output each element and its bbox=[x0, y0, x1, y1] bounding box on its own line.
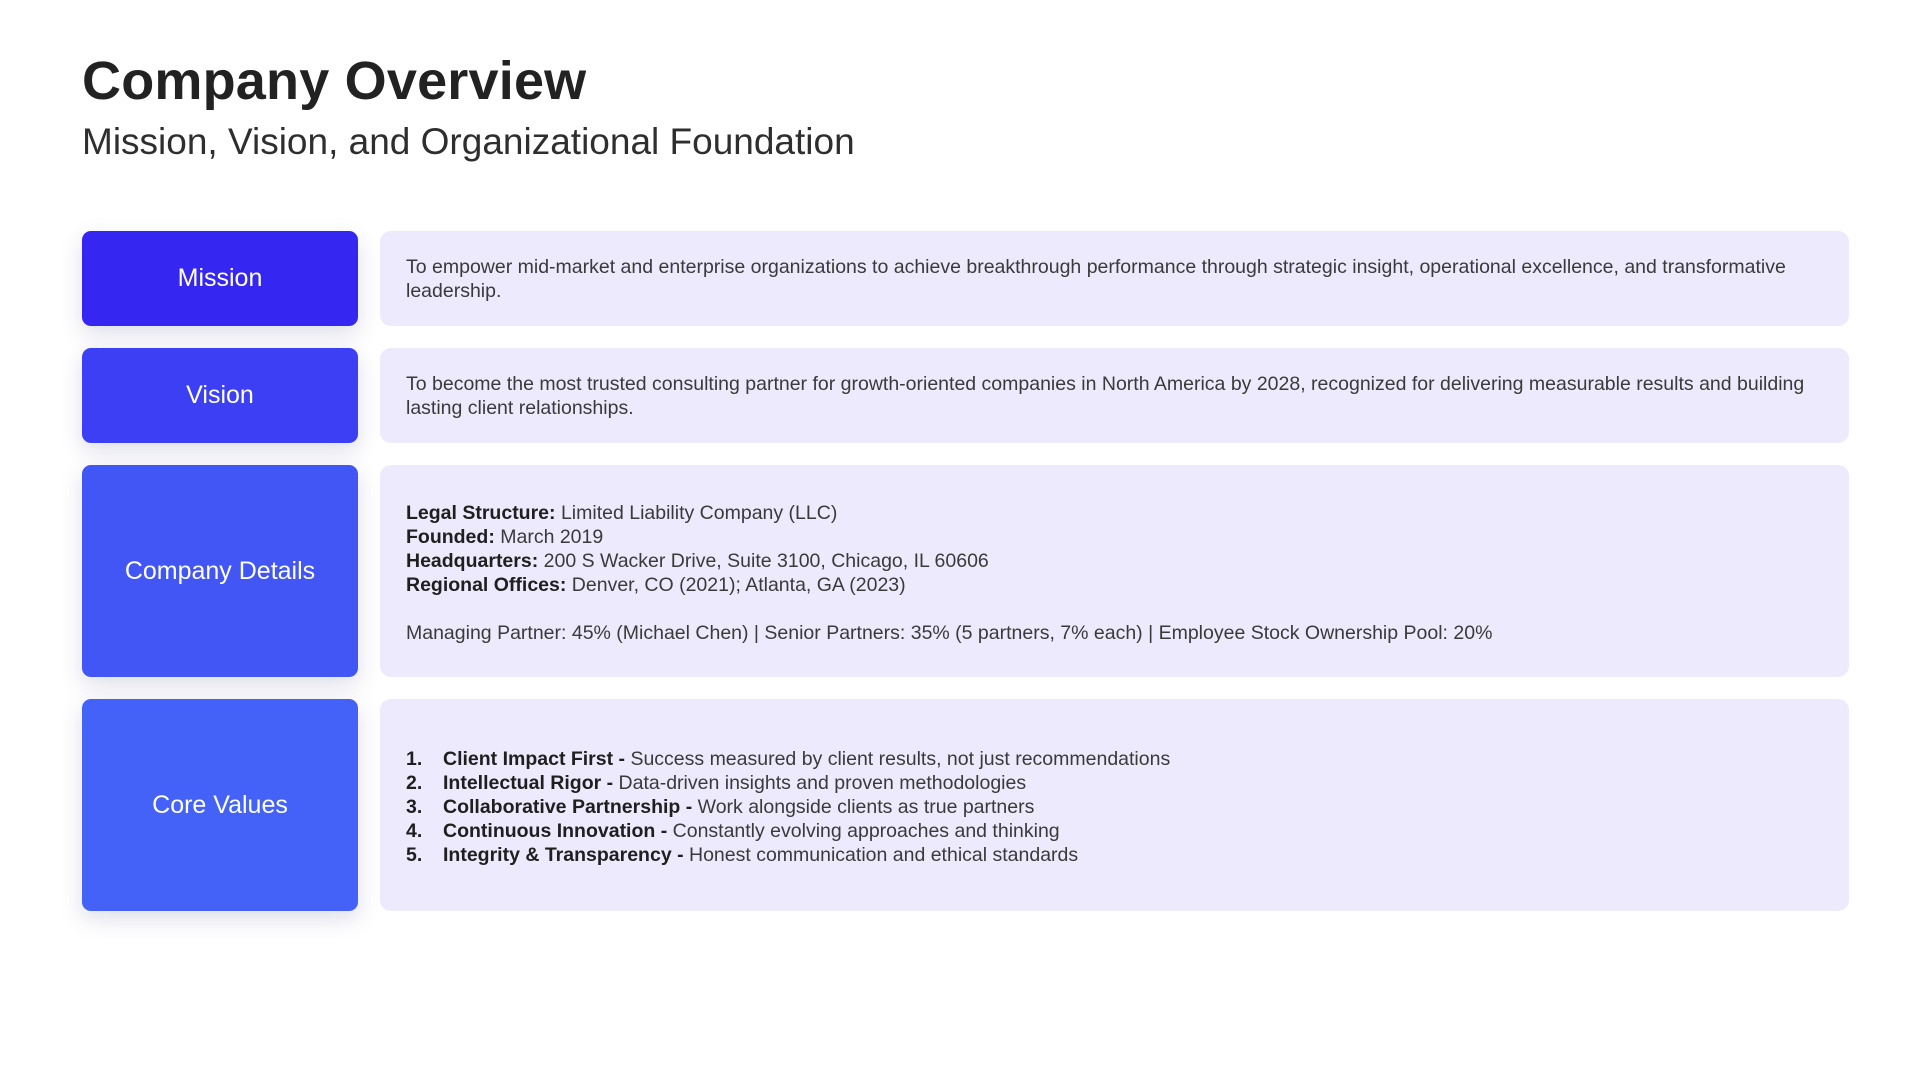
detail-spacer bbox=[406, 597, 1815, 621]
value-number: 1. bbox=[406, 748, 423, 770]
list-item bbox=[406, 843, 1815, 867]
detail-key: Founded: bbox=[406, 526, 495, 548]
vision-text: To become the most trusted consulting partner for growth-oriented companies in North America by 2028, recognized for delivering measurable results and building lasting client relationships. bbox=[406, 372, 1805, 419]
list-item bbox=[406, 771, 1815, 795]
value-number: 3. bbox=[406, 796, 423, 818]
ownership-line: Managing Partner: 45% (Michael Chen) | Senior Partners: 35% (5 partners, 7% each) | Employee Stock Ownership Pool: 20% bbox=[406, 622, 1493, 644]
list-item bbox=[406, 747, 1815, 771]
value-number: 2. bbox=[406, 772, 423, 794]
value-name: Integrity & Transparency - bbox=[443, 844, 684, 866]
company-details-content bbox=[380, 465, 1849, 677]
vision-row bbox=[82, 348, 1849, 443]
company-details-list bbox=[406, 501, 1815, 645]
core-values-list bbox=[406, 747, 1815, 867]
detail-key: Regional Offices: bbox=[406, 574, 567, 596]
value-name: Intellectual Rigor - bbox=[443, 772, 614, 794]
value-name: Collaborative Partnership - bbox=[443, 796, 693, 818]
value-description: Constantly evolving approaches and thinking bbox=[667, 820, 1060, 842]
detail-regional-offices bbox=[406, 573, 1815, 597]
value-description: Honest communication and ethical standards bbox=[683, 844, 1079, 866]
list-item bbox=[406, 819, 1815, 843]
detail-value: 200 S Wacker Drive, Suite 3100, Chicago, IL 60606 bbox=[538, 550, 989, 572]
detail-legal-structure bbox=[406, 501, 1815, 525]
detail-value: Limited Liability Company (LLC) bbox=[555, 502, 838, 524]
value-description: Data-driven insights and proven methodologies bbox=[613, 772, 1027, 794]
value-name: Continuous Innovation - bbox=[443, 820, 668, 842]
mission-content bbox=[380, 231, 1849, 326]
core-values-row bbox=[82, 699, 1849, 911]
vision-label: Vision bbox=[82, 348, 358, 443]
page-subtitle: Mission, Vision, and Organizational Foundation bbox=[82, 121, 855, 163]
detail-value: March 2019 bbox=[494, 526, 604, 548]
company-details-row bbox=[82, 465, 1849, 677]
mission-text: To empower mid-market and enterprise organizations to achieve breakthrough performance through strategic insight, operational excellence, and transformative leadership. bbox=[406, 255, 1786, 302]
overview-rows bbox=[82, 231, 1849, 933]
value-description: Work alongside clients as true partners bbox=[692, 796, 1035, 818]
detail-headquarters bbox=[406, 549, 1815, 573]
value-number: 4. bbox=[406, 820, 423, 842]
detail-key: Legal Structure: bbox=[406, 502, 556, 524]
value-number: 5. bbox=[406, 844, 423, 866]
detail-value: Denver, CO (2021); Atlanta, GA (2023) bbox=[566, 574, 906, 596]
page-title: Company Overview bbox=[82, 51, 587, 111]
core-values-label: Core Values bbox=[82, 699, 358, 911]
core-values-content bbox=[380, 699, 1849, 911]
detail-founded bbox=[406, 525, 1815, 549]
value-description: Success measured by client results, not just recommendations bbox=[625, 748, 1171, 770]
detail-key: Headquarters: bbox=[406, 550, 539, 572]
company-details-label: Company Details bbox=[82, 465, 358, 677]
mission-row bbox=[82, 231, 1849, 326]
vision-content bbox=[380, 348, 1849, 443]
mission-label: Mission bbox=[82, 231, 358, 326]
value-name: Client Impact First - bbox=[443, 748, 626, 770]
list-item bbox=[406, 795, 1815, 819]
